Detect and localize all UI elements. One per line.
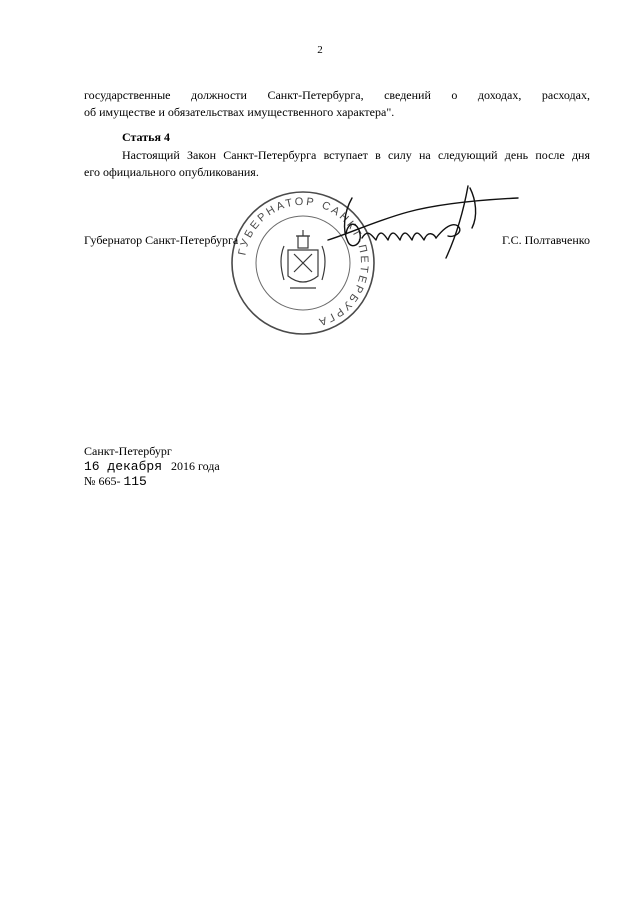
footer-day-month: 16 декабря bbox=[84, 459, 163, 474]
page-number: 2 bbox=[317, 44, 323, 56]
handwritten-signature bbox=[318, 178, 528, 268]
signatory-name: Г.С. Полтавченко bbox=[501, 233, 590, 247]
article-body bbox=[84, 147, 590, 181]
svg-text:ГУБЕРНАТОР САНКТ-ПЕТЕРБУРГА: ГУБЕРНАТОР САНКТ-ПЕТЕРБУРГА bbox=[236, 195, 371, 329]
paragraph-continuation bbox=[84, 87, 590, 121]
article-line-2: его официального опубликования. bbox=[84, 165, 259, 179]
footer-number bbox=[84, 474, 147, 489]
article-line-1: Настоящий Закон Санкт-Петербурга вступает в силу на следующий день после дня bbox=[122, 148, 590, 162]
footer-year: 2016 года bbox=[171, 459, 220, 473]
footer-city: Санкт-Петербург bbox=[84, 444, 172, 458]
paragraph-line-1: государственные должности Санкт-Петербурга, сведений о доходах, расходах, bbox=[84, 88, 590, 102]
footer-number-prefix: № 665- bbox=[84, 474, 121, 488]
article-heading: Статья 4 bbox=[122, 130, 170, 144]
paragraph-line-2: об имуществе и обязательствах имущественного характера". bbox=[84, 105, 395, 119]
footer-number-suffix: 115 bbox=[123, 474, 147, 489]
footer-date bbox=[84, 459, 220, 474]
signatory-position: Губернатор Санкт-Петербурга bbox=[84, 233, 239, 247]
